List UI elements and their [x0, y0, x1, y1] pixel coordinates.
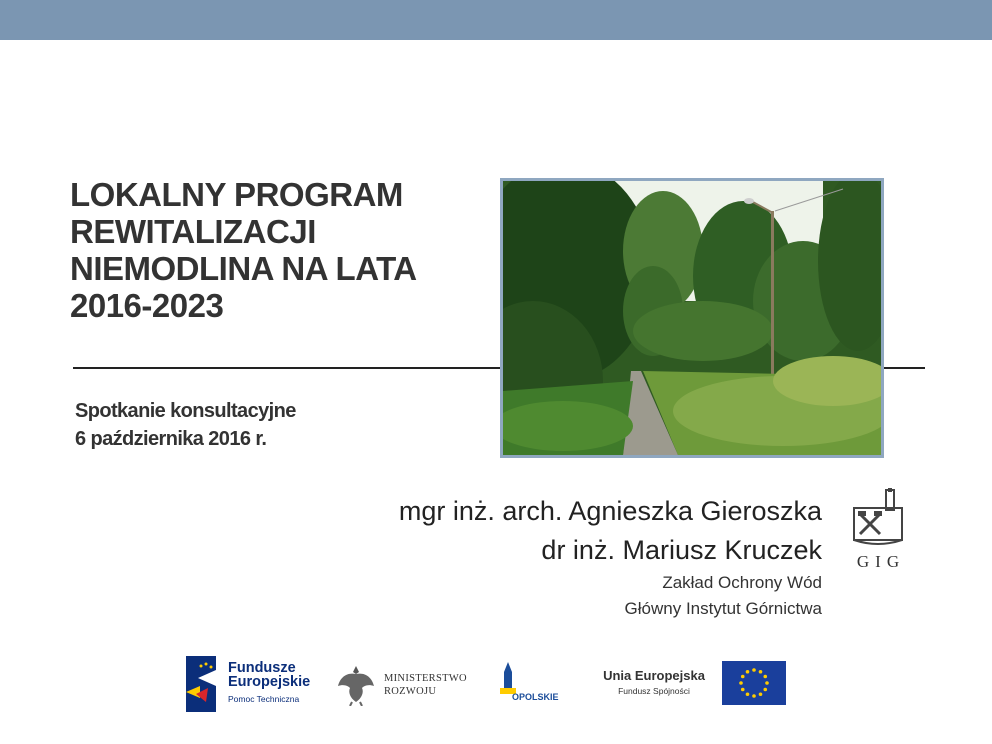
europejskie-line: Europejskie: [228, 674, 311, 690]
title-line: 2016-2023: [70, 287, 224, 324]
fundusze-line: Fundusze: [228, 660, 296, 676]
department-name: Zakład Ochrony Wód: [662, 573, 822, 592]
title-line: NIEMODLINA NA LATA: [70, 250, 417, 287]
unia-europejska-logo: [598, 656, 790, 712]
park-path-photo: [500, 178, 884, 458]
fundusze-europejskie-icon: [186, 656, 218, 712]
top-bar: [0, 0, 992, 40]
subtitle-line: Spotkanie konsultacyjne: [75, 400, 296, 422]
pomoc-techniczna-line: Pomoc Techniczna: [228, 694, 300, 704]
footer-logos: [186, 656, 790, 712]
author-name: mgr inż. arch. Agnieszka Gieroszka: [398, 496, 822, 526]
fundusz-spojnosci-line: Fundusz Spójności: [618, 686, 690, 696]
slide-subtitle: [75, 397, 455, 453]
author-name: dr inż. Mariusz Kruczek: [541, 535, 822, 565]
polish-eagle-icon: [336, 662, 376, 706]
fundusze-europejskie-logo: [186, 656, 318, 712]
institute-name: Główny Instytut Górnictwa: [624, 599, 822, 618]
rozwoju-line: ROZWOJU: [384, 686, 437, 697]
opolskie-logo: [498, 660, 578, 710]
eu-star-icon: [759, 670, 763, 674]
slide-title: [70, 176, 490, 324]
opolskie-tower-icon: [498, 660, 518, 696]
unia-europejska-line: Unia Europejska: [603, 668, 705, 683]
eu-star-icon: [741, 688, 745, 692]
eu-star-icon: [763, 675, 767, 679]
title-line: LOKALNY PROGRAM: [70, 176, 403, 213]
authors-block: [399, 492, 822, 622]
eu-star-icon: [763, 688, 767, 692]
eu-star-icon: [739, 681, 743, 685]
eu-star-icon: [759, 692, 763, 696]
ministerstwo-line: MINISTERSTWO: [384, 673, 467, 684]
opolskie-text: OPOLSKIE: [512, 692, 559, 702]
eu-star-icon: [752, 694, 756, 698]
eu-star-icon: [741, 675, 745, 679]
eu-star-icon: [752, 668, 756, 672]
eu-star-icon: [746, 692, 750, 696]
eu-flag-icon: [722, 661, 786, 705]
eu-star-icon: [746, 670, 750, 674]
ministerstwo-rozwoju-logo: [336, 662, 476, 706]
eu-star-icon: [765, 681, 769, 685]
gig-logo-text: GIG: [856, 552, 906, 571]
park-photo-image: [503, 181, 881, 455]
subtitle-line: 6 października 2016 r.: [75, 428, 267, 450]
title-line: REWITALIZACJI: [70, 213, 316, 250]
